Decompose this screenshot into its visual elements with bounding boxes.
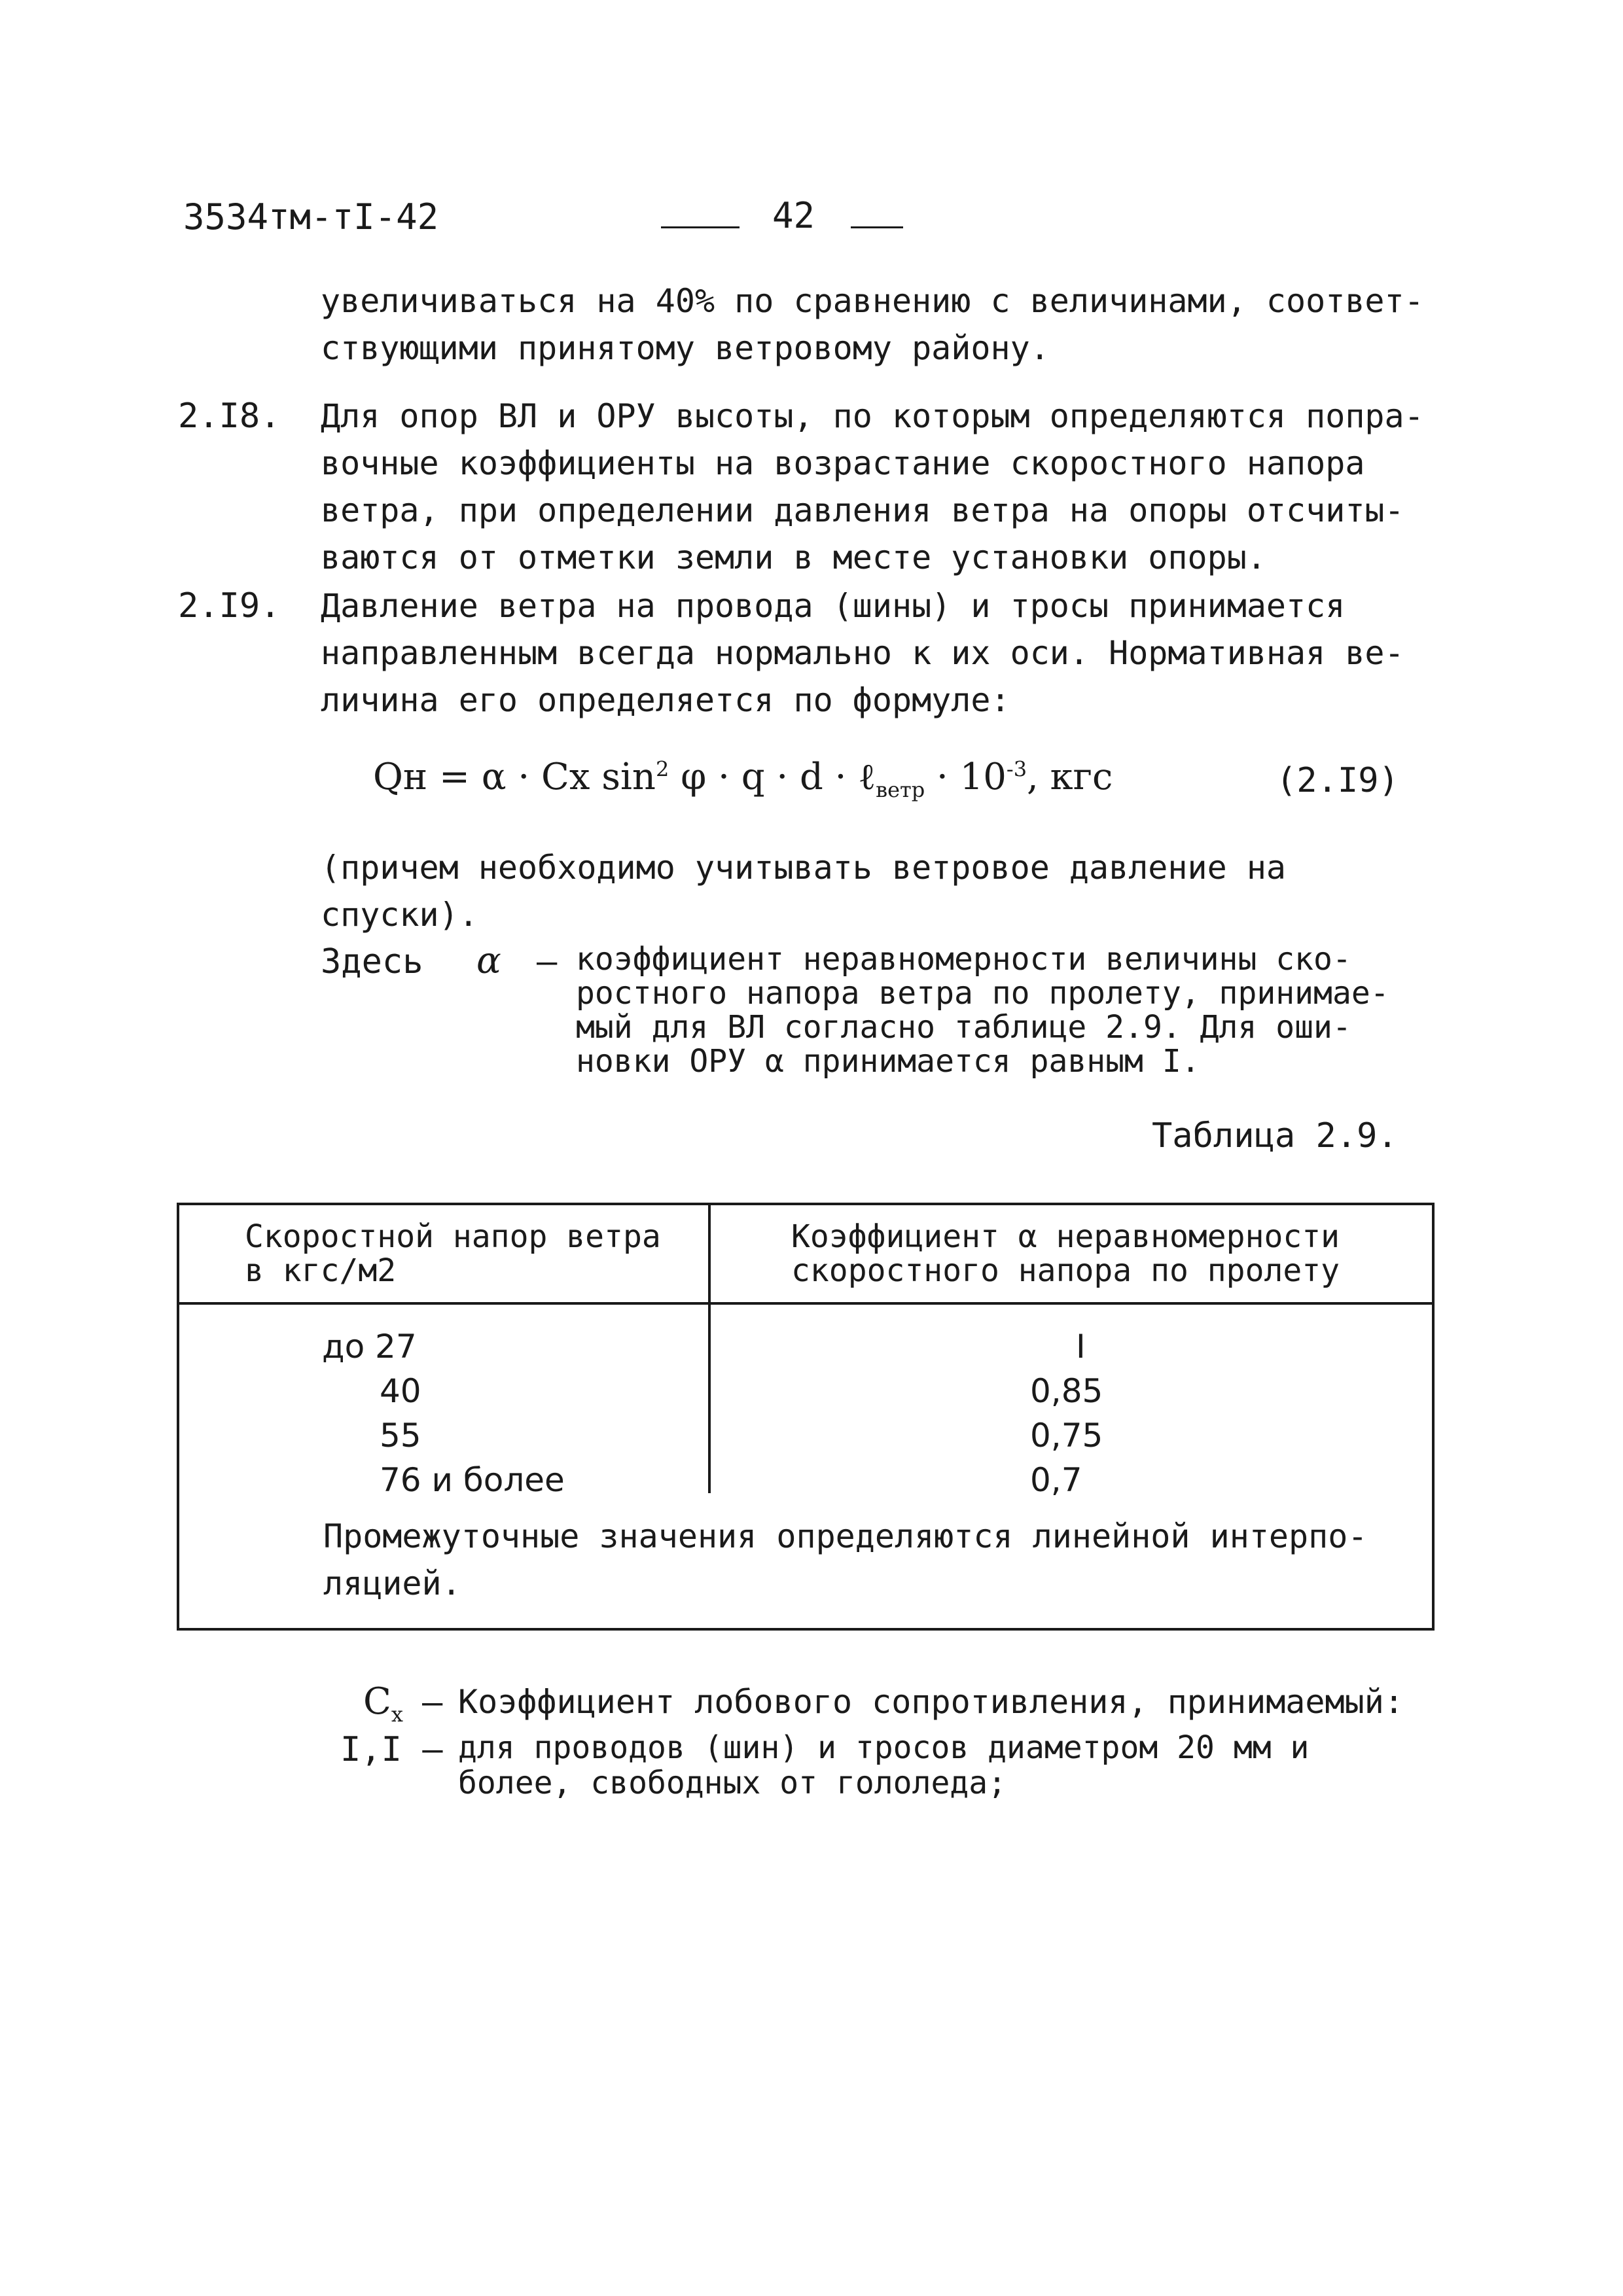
footnote-line: Промежуточные значения определяются линейной интерпо-	[323, 1517, 1368, 1555]
formula-sin-power: 2	[655, 756, 669, 782]
table-cell-pressure: до 27	[322, 1328, 417, 1366]
cx-value: I,I	[340, 1730, 402, 1769]
cx-dash: –	[422, 1683, 443, 1722]
where-label: Здесь	[321, 942, 423, 981]
clause-line: Давление ветра на провода (шины) и тросы принимается	[321, 587, 1346, 625]
note-line: спуски).	[321, 896, 478, 934]
table-cell-coefficient: 0,75	[1030, 1417, 1103, 1455]
intro-line: увеличиваться на 40% по сравнению с величинами, соответ-	[321, 282, 1424, 320]
formula-part1: α · Cx sin	[481, 756, 656, 798]
wind-pressure-formula	[373, 756, 1113, 802]
description-line: более, свободных от гололеда;	[458, 1765, 1007, 1801]
header-line: скоростного напора по пролету	[791, 1252, 1340, 1289]
table-header-pressure	[245, 1220, 661, 1288]
formula-number: (2.I9)	[1276, 761, 1399, 800]
note-paragraph	[321, 844, 1440, 938]
footnote-line: ляцией.	[323, 1564, 461, 1602]
cx-symbol	[363, 1680, 403, 1727]
table-footnote	[323, 1513, 1367, 1607]
intro-paragraph	[321, 277, 1440, 372]
intro-line: ствующими принятому ветровому району.	[321, 329, 1050, 367]
formula-unit: , кгс	[1027, 756, 1113, 798]
cx-definition: Коэффициент лобового сопротивления, принимаемый:	[458, 1683, 1404, 1721]
description-line: для проводов (шин) и тросов диаметром 20 мм и	[458, 1729, 1310, 1766]
definition-line: новки ОРУ α принимается равным I.	[576, 1043, 1200, 1080]
table-cell-coefficient: I	[1076, 1328, 1086, 1366]
coefficient-table	[177, 1203, 1435, 1631]
formula-equals: =	[439, 756, 482, 798]
clause-2-19-number: 2.I9.	[178, 586, 281, 626]
formula-part3: · 10	[925, 756, 1007, 798]
where-dash: –	[537, 942, 558, 981]
header-line: в кгс/м2	[245, 1252, 397, 1289]
clause-line: ветра, при определении давления ветра на опоры отсчиты-	[321, 491, 1404, 529]
table-cell-pressure: 40	[380, 1372, 421, 1410]
formula-ten-power: -3	[1006, 756, 1027, 782]
cx-value-description	[458, 1730, 1309, 1801]
document-code: 3534тм-тI-42	[183, 196, 439, 238]
cx-symbol-letter: C	[363, 1680, 391, 1723]
definition-line: мый для ВЛ согласно таблице 2.9. Для оши-	[576, 1009, 1351, 1046]
table-cell-coefficient: 0,7	[1030, 1461, 1082, 1499]
clause-line: Для опор ВЛ и ОРУ высоты, по которым определяются попра-	[321, 397, 1424, 435]
table-cell-pressure: 55	[380, 1417, 421, 1455]
cx-value-dash: –	[422, 1730, 443, 1769]
formula-l-subscript: ветр	[876, 777, 925, 803]
table-header-coefficient	[791, 1220, 1340, 1288]
header-rule-right	[851, 226, 903, 228]
table-cell-pressure: 76 и более	[380, 1461, 565, 1499]
clause-2-19-text	[321, 582, 1440, 724]
table-column-divider	[708, 1205, 711, 1493]
formula-part2: φ · q · d · ℓ	[669, 756, 876, 798]
clause-2-18-text	[321, 393, 1440, 581]
alpha-symbol: α	[476, 940, 501, 982]
page-number: 42	[772, 195, 815, 236]
cx-value-label	[340, 1730, 443, 1769]
clause-line: направленным всегда нормально к их оси. Нормативная ве-	[321, 634, 1404, 672]
definition-line: коэффициент неравномерности величины ско-	[576, 941, 1351, 978]
table-cell-coefficient: 0,85	[1030, 1372, 1103, 1410]
clause-line: личина его определяется по формуле:	[321, 681, 1010, 719]
cx-symbol-subscript: x	[391, 1702, 403, 1727]
definition-line: ростного напора ветра по пролету, принимае-	[576, 975, 1389, 1012]
header-rule-left	[661, 226, 740, 228]
table-header-divider	[179, 1302, 1432, 1305]
clause-2-18-number: 2.I8.	[178, 397, 281, 436]
table-caption: Таблица 2.9.	[1152, 1116, 1398, 1156]
header-line: Коэффициент α неравномерности	[791, 1218, 1340, 1255]
clause-line: ваются от отметки земли в месте установки опоры.	[321, 539, 1266, 576]
formula-lhs: Qн	[373, 756, 428, 798]
note-line: (причем необходимо учитывать ветровое давление на	[321, 849, 1287, 887]
header-line: Скоростной напор ветра	[245, 1218, 661, 1255]
alpha-definition	[576, 942, 1440, 1078]
clause-line: вочные коэффициенты на возрастание скоростного напора	[321, 444, 1365, 482]
